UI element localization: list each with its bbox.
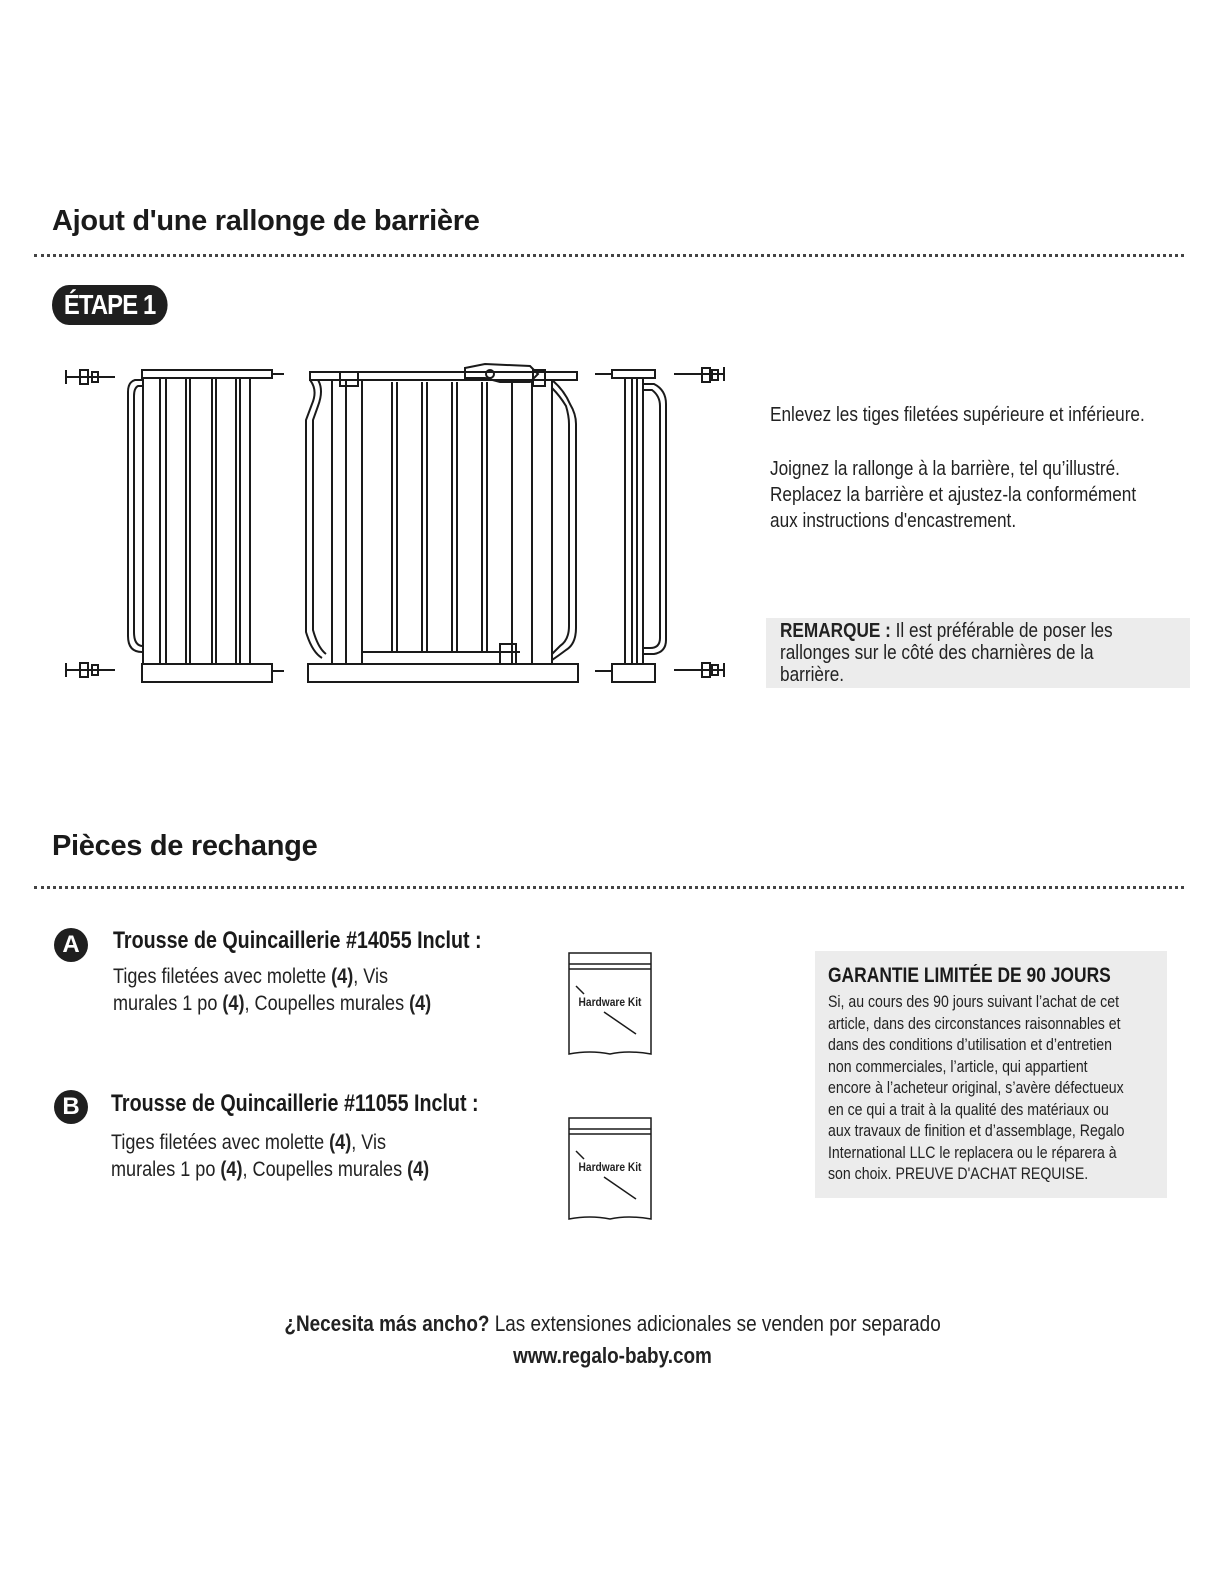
kit-b-description: Tiges filetées avec molette (4), Vis murales 1 po (4), Coupelles murales (4)	[111, 1131, 430, 1181]
hardware-kit-bag-icon: Hardware Kit	[568, 1117, 652, 1221]
footer-website-link[interactable]: www.regalo-baby.com	[513, 1343, 712, 1368]
warranty-body: Si, au cours des 90 jours suivant l’achat de cet article, dans des circonstances raisonnables et dans des conditions d’utilisation et d’entretien non commerciales, l’article, qui appartient encore à l’acheteur original, s’avère défectueux en ce qui a trait à la qualité des matériaux ou aux travaux de finition et d’assemblage, Regalo International LLC le replacera ou le réparera à son choix. PREUVE D'ACHAT REQUISE.	[828, 992, 1125, 1183]
threaded-spindle-icon	[674, 663, 724, 677]
section-title-parts: Pièces de rechange	[52, 830, 318, 862]
note-text: REMARQUE : Il est préférable de poser les rallonges sur le côté des charnières de la barrière.	[780, 620, 1113, 686]
section-title-extension: Ajout d'une rallonge de barrière	[52, 205, 480, 237]
footer-extensions-note: ¿Necesita más ancho? Las extensiones adicionales se venden por separado	[284, 1311, 941, 1336]
gate-extension-illustration	[60, 360, 740, 690]
instruction-attach-extension: Joignez la rallonge à la barrière, tel qu’illustré. Replacez la barrière et ajustez-la conformément aux instructions d'encastrement.	[770, 458, 1137, 532]
gate-main	[306, 364, 578, 682]
kit-a-title: Trousse de Quincaillerie #14055 Inclut :	[113, 927, 482, 954]
threaded-spindle-icon	[674, 367, 724, 382]
kit-b-title: Trousse de Quincaillerie #11055 Inclut :	[111, 1090, 479, 1117]
threaded-spindle-icon	[66, 370, 115, 384]
instruction-remove-spindles: Enlevez les tiges filetées supérieure et inférieure.	[770, 404, 1145, 426]
hardware-kit-bag-icon: Hardware Kit	[568, 952, 652, 1056]
kit-letter-badge: B	[54, 1090, 88, 1124]
step-badge: ÉTAPE 1	[52, 285, 167, 325]
threaded-spindle-icon	[66, 663, 115, 677]
warranty-title: GARANTIE LIMITÉE DE 90 JOURS	[828, 964, 1111, 987]
dotted-divider	[34, 254, 1184, 257]
kit-letter-badge: A	[54, 928, 88, 962]
extension-panel-right	[595, 370, 666, 682]
dotted-divider	[34, 886, 1184, 889]
extension-panel-left	[128, 370, 284, 682]
kit-a-description: Tiges filetées avec molette (4), Vis murales 1 po (4), Coupelles murales (4)	[113, 965, 432, 1015]
